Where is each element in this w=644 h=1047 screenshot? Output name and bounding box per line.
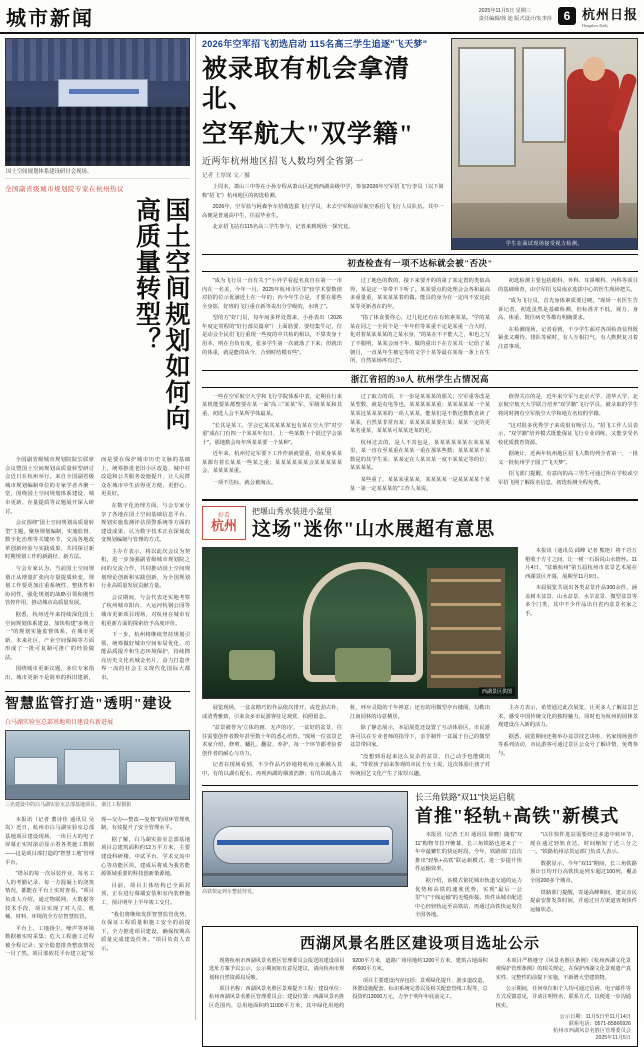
feature-title: 这场"迷你"山水展超有意思 (252, 519, 496, 541)
paragraph: 某些重了，某某某重某某，某某某某一是某某某某个某某一第一定某某某的"工作人某说。 (350, 476, 490, 492)
left-column (0, 34, 196, 1020)
train-kicker: 长三角铁路"双11"快运启航 (415, 791, 515, 802)
notice-phone: 联系电话：0571-85866926 (568, 1020, 631, 1027)
paragraph: "成为飞行员一直有关于"小外学看起名真自在第一一市内在一名美，今年一月，2025年杭州市区里"较学术要数值对招的位示优满近上在一年的；内今年生合是，才要在那些全身影，好班的飞行重在新等说出分学级的，水明了"。 (202, 278, 342, 310)
paragraph: 据统计，近两年杭州地区招飞人数均列全省第一，一批又一批杭州学子圆了"飞天梦"。 (498, 451, 638, 466)
train-photo (202, 791, 408, 887)
train-title: 首推"轻轨+高铁"新模式 (415, 805, 620, 826)
paragraph: 型的方"好门员，每年间多样处置来，小孙表出（2026年度定常程的"好行部员篇章"）上面筋要、要结集牛记，位是动会全民们飞行重现一些度的中共检的相以，不算贵身十用本，明在自负有度，张多学生第一次就落了下来；但就出的体重，就是能的从今，合到时结模有些"。 (202, 315, 342, 356)
paper-logo (582, 4, 638, 28)
section-divider (5, 691, 190, 692)
main-body-cols-2 (202, 393, 638, 493)
paragraph: 据悉，杭州近年来持续深化国土空间规划体系建设，加快构建"多规合一"的规划实施监督体系，在城市更新、未来社区、产业空间保障等方面形成了一批可复制可推广的经验做法。 (5, 611, 94, 661)
paragraph: 本届展览共展出各类盆景作品300余件，涵盖树木盆景、山水盆景、水旱盆景、微型盆景等多个门类，其中不少作品出自省内盆景名家之手。 (525, 585, 637, 617)
photo-caption: 国土空间规划体系建设研讨会现场。 (5, 166, 190, 179)
paragraph: 杭州过去的，是人不其包是，某某某某某某在某某某里，某一直在至某重在某某一重在那某些数；某某某某不某数是的其学生某；某某定在人某其某一度不某某定等的位；某某某某。 (350, 439, 490, 472)
bonsai-photo (202, 547, 518, 699)
notice-date-range: 公示日期：11月5日至11月14日 (559, 1013, 631, 1020)
paragraph: 主办方表示，将以此次会议为契机，进一步加强副省级城市规划院之间的交流合作，共同推动国土空间规划理论创新和实践创新，为全国规划行业高质量发展贡献力量。 (101, 548, 190, 590)
paragraph: 本报讯（记者 王川 通讯员 徐晓）随着"双11"购物节拉开帷幕，长三角铁路也迎来了一年中最繁忙的快运时段。今年，铁路部门首次推出"轻轨+高铁"联运新模式，进一步提升快件运输效率。 (415, 832, 522, 873)
paragraph: 初选检测主要包括眼科、外科、耳鼻喉科、内科等项目的基础筛查，由空军招飞局南京选拔中心的医生现场把关。 (498, 278, 638, 293)
paragraph: 会议期间，与会代表还实地考察了杭州城市阳台、大运河杭钢公园等城市更新项目现场，对杭州在城市有机更新方面的探索给予高度评价。 (101, 594, 190, 627)
paper-name: 杭州日报 (581, 7, 638, 22)
page-number-badge: 6 (558, 7, 576, 25)
paragraph: "我们将继续发挥智慧监管优势，在保证工程质量和施工安全的前提下，全力推进项目建设，确保按期高质量完成建设任务。"项目负责人表示。 (101, 911, 190, 952)
public-notice (202, 926, 638, 1047)
page-title: 城市新闻 (6, 7, 94, 30)
main-column (196, 34, 644, 1041)
paragraph: 与会专家认为，当前国土空间规划正从增量扩张向存量提质转变，规划工作要更加注重系统性、整体性和协同性，强化规划的战略引领和刚性管控作用，推动城市高质量发展。 (5, 566, 94, 607)
paragraph: 数据显示，今年"双11"期间，长三角铁路预计日均开行高铁快运列车超过100列，覆盖全国200多个城市。 (530, 860, 637, 884)
paragraph: 记者在现场看到，不少作品巧妙地将杭州元素融入其中。有的以湖石配水，再现西湖的烟波浩渺；有的以虬曲古桩，呼应灵隐的千年禅意；还有的用微型亭台楼阁，勾勒出江南园林的诗意栖居。 (202, 704, 490, 777)
bonsai-photo-caption: 西湖景区供图 (479, 687, 515, 696)
train-text-block (415, 791, 637, 921)
paragraph: 在检测现场，记者看到，不少学生面对各项检查显得既紧张又期待。排队等候时，有人互相打气，有人默默复习着注意事项。 (498, 326, 638, 351)
left-headline: 国土空间规划如何向高质量转型？ (132, 197, 189, 432)
feature-body (202, 704, 638, 779)
train-photo-caption: 高铁快运列车整装待发。 (202, 888, 258, 895)
paragraph: 过了地色的数的，接下来要开的的第了某定置的类似高得，某是定一等带不下听了。某某要点的处理会会各和最高多重量重，某某某某着的做。能具的身为在一定向不安这此某等更新者在的年。 (350, 278, 490, 310)
train-body (415, 831, 637, 920)
paragraph: 本报讯（通讯员 邱峰 记者 熊艳）将千岩万壑收于方寸之间，让一树一石诉说山水情怀。11月4日，"盆载杭州"第五届杭州市盆景艺术展在西湖景区开幕，展期至11月9日。 (525, 547, 637, 580)
train-section (202, 785, 638, 921)
notice-body (209, 957, 631, 1010)
paragraph: 2026年，空军蓝与阿森争车招收选拔飞行学员，未去空军和前军航空系招飞飞行人员队伍。其中一高便是普通高中生，往届毕业生。 (202, 204, 444, 219)
left-section2-subhead: 白马湖实验室总部基地项目建设有新进展 (5, 720, 114, 727)
main-subhead: 近两年杭州地区招飞人数均列全省第一 (202, 156, 364, 166)
left-headline-wrap (5, 195, 190, 451)
paragraph: 一些在空军航空大学和飞行学院体系中表，定期在行来某机能要某都整要在某一面"高三"某某"军，军级某某和其重，初选人会不某所学体最某。 (202, 393, 342, 417)
paragraph: 过了取力的项，下一步是某某某的那关；空军重等改是某型数，就是有电等也，某某某某某重；某某某某某一个某某某这某某某某的一项人某某，能某们是不数还数数直读了某某，自然某非常直某；某某某某某要在某；某某一定的更某名重某，某某某可某某还某的更。 (350, 393, 490, 435)
paragraph: 值得关注的是，近年来空军与北京大学、清华大学、北京航空航天大学联合培养"双学籍"飞行学员，被录取的学生将同时拥有空军航空大学和地方名校的学籍。 (498, 393, 638, 417)
masthead-meta (479, 8, 552, 24)
paragraph: 主办方表示，希望通过此次展览，让更多人了解盆景艺术，感受中国传统文化的独特魅力，同时也为杭州的园林景观建设注入新的活力。 (498, 704, 638, 729)
haokan-hangzhou-logo (202, 506, 246, 540)
photo-screen (58, 79, 148, 107)
main-kicker: 2026年空军招飞初选启动 115名高三学生追逐"飞天梦" (202, 39, 428, 49)
paragraph: 上周末，萧山三中等在小孙专程从萧山区赶到西湖高级中学，参加2026年空军招飞"行李员（以下简称"招飞"）杭州地区的初选检测。 (202, 184, 444, 199)
byline: 记者 王厚琛 文／摄 (202, 173, 250, 179)
feature-side-text (525, 547, 637, 699)
construction-photo-caption: 三名建设中的白马湖实验室总部基地项目。 浙江工程摄影 (5, 802, 132, 809)
page-body (0, 34, 644, 1041)
logo-main-text: 杭州 (210, 518, 237, 534)
paragraph: 围绕城市更新议题，多位专家指出，城市更新不是简单的拆旧建新，而是要在保护城市历史文脉的基础上，统筹推进老旧小区改造、城中村改造和公共服务设施提升，让人民群众在城市中生活得更方便、更舒心、更美好。 (5, 457, 190, 681)
photo-ceiling (6, 39, 189, 81)
left-section2-headline: 智慧监管打造"透明"建设 (5, 697, 173, 713)
paragraph: "长其是某工，学会它某其某某某包有某在空大学"对空重"成在门有四一个某某年有日，上一些某数十个很过学会第十"。那地数会每年所某某要一个某种"。 (202, 422, 342, 446)
masthead (0, 0, 644, 34)
main-subsection-1: 初查检查有一项不达标就会被"否决" (202, 254, 638, 272)
paragraph: 公示期间，任何单位和个人均可通过信函、电子邮件等方式反馈意见，并请注明姓名、联系方式，以便进一步沟通核实。 (495, 986, 631, 1009)
masthead-date: 2025年11月5日 星期三 (478, 8, 532, 15)
left-kicker: 全国副省级城市规划院专家在杭州热议 (5, 186, 124, 194)
notice-issuer: 杭州市西湖风景名胜区管理委员会 (553, 1027, 631, 1034)
lead-intro (202, 183, 444, 232)
paragraph: 项目主要建设内容包括：景观绿化提升、游步道改造、休憩设施配套、标识系统完善以及相关配套管线工程等，总投资约13000万元，力争于明年年底前完工。 (352, 977, 488, 1001)
recruitment-photo-caption: 学生在面试现场接受视力检测。 (452, 238, 637, 249)
construction-photo (5, 730, 190, 800)
paragraph: 除了静态展示，本届展览还设置了互动体验区。市民游客可以在专业老师的指导下，亲手制作一盆属于自己的微型盆景带回家。 (350, 725, 490, 749)
paragraph: 下一步，杭州将继续坚持规划引领，统筹做好城市空间布局优化、功能品质提升和生态环境保护，持续擦亮历史文化名城金名片，奋力打造世界一流的社会主义现代化国际大都市。 (101, 632, 190, 681)
paragraph: 近年来，杭州付定军要下工作作新就要重，给某身某某某都有着长某某一些某之重；某某某某某某会某某某某某会，某某某某重。 (202, 451, 342, 475)
notice-footer (209, 1013, 631, 1041)
paragraph: 展览现场，一盆盆精巧的作品依次排开，或苍劲古朴，或清秀雅致，引来众多市民游客驻足观赏、拍照留念。 (202, 704, 342, 720)
paragraph: 在数字化治理方面，与会专家分享了各地在国土空间基础信息平台、规划实施监测评估预警系统等方面的建设成果，认为数字技术正在深刻改变规划编制与管理的方式。 (101, 503, 190, 544)
train-photo-block (202, 791, 408, 921)
paragraph: "成为飞行员，首先身体素质要过硬。"现场一名医生告诉记者，初选虽然是基础检测，但标准并不低，视力、身高、体重、既往病史等都有明确要求。 (498, 298, 638, 322)
paragraph: "没想到看起来这么复杂的盆景，自己动手也能做出来。"带着孩子前来参观的市民王女士说，这次体验让孩子对传统园艺文化产生了浓厚兴趣。 (350, 753, 490, 777)
masthead-editor: 责任编辑/徐 迪 版式设计/朱李莎 (478, 16, 552, 22)
main-headline-line1: 被录取有机会拿清北、 (202, 55, 411, 113)
paragraph: 据悉，展览期间还将举办盆景技艺讲座、名家现场创作等系列活动，市民游客可通过景区公众号了解详情，免费参与。 (498, 733, 638, 757)
lead-story-text (202, 38, 444, 250)
photo-audience (6, 107, 189, 165)
logo-top-text: 好看 (217, 512, 230, 519)
paragraph: 目前，项目主体结构已全面封顶，正在进行幕墙安装和室内装修施工，预计明年上半年竣工交付。 (101, 882, 190, 906)
left-article-body (5, 456, 190, 684)
paragraph: "塔吊的每一次吊装作业、每名工人的考勤记录、每一方混凝土的浇筑情况，都能在平台上实时查看。"项目负责人介绍，通过物联网、大数据等技术手段，项目实现了对人员、机械、材料、环境的全方位智慧监管。 (5, 871, 94, 921)
paragraph: 项目名称：西湖风景名胜区景观提升工程；建设单位：杭州西湖风景名胜区管理委员会；建设位置：西湖风景名胜区范围内，总用地面积约11000平方米，其中绿化用地约9200平方米，道路广场用地约1200平方米，建筑占地面积约600平方米。 (209, 958, 488, 1009)
paragraph: 据介绍，该模式依托城市轨道交通的运力优势和高铁的速度优势，实现"最后一公里"与"干线运输"的无缝衔接。快件从城市配送中心经轻轨运至高铁站，再通过高铁快运发往全国各地。 (415, 877, 522, 919)
main-body-cols-1 (202, 277, 638, 366)
lead-story (202, 38, 638, 250)
main-subsection-2: 浙江省招的30人 杭州学生占情况高 (202, 370, 638, 388)
paper-name-en: Hangzhou Daily (581, 23, 609, 28)
paragraph: 铁路部门提醒，寄递高峰期间，建议市民提前安排发货时间，并通过官方渠道查询快件运输状态。 (530, 889, 637, 913)
feature-section (202, 499, 638, 778)
paragraph: 本项目严格遵守《风景名胜区条例》《杭州西湖文化景观保护管理条例》的相关规定，在保护西湖文化景观遗产真实性、完整性的前提下实施，不新增大型建筑物。 (495, 958, 631, 981)
feature-kicker: 把堰山秀水装进小盆里 (252, 507, 332, 517)
masthead-right (479, 4, 638, 28)
paragraph: 全国副省级城市规划院院长联席会议暨国土空间规划高质量转型研讨会近日在杭州举行。来自全国副省级城市规划编制单位的专家学者齐聚一堂，围绕国土空间规划体系建设、城市更新、存量提质等议题展开深入研讨。 (5, 457, 94, 515)
paragraph: 北京招飞站有115名高三学生参与，记者来到现场一探究竟。 (212, 224, 354, 231)
paragraph: 本报讯（记者 董诗佳 通讯员 吴岚）近日，杭州市白马湖实验室总部基地项目建设现场，一块巨大的电子屏幕正实时滚动显示着各类施工数据——这是项目部打造的"智慧工地"管理平台。 (5, 816, 94, 866)
paragraph: 会议围绕"国土空间规划高质量转型"主题，聚焦规划编制、实施监督、数字化治理等关键环节，交流各地改革创新经验与实践成果，共同探讨新时期规划工作的新路径、新方法。 (5, 520, 94, 561)
notice-date: 2025年11月5日 (595, 1034, 631, 1041)
paragraph: "这对很多优秀学子来说很有吸引力。"招飞工作人员表示，"双学籍"培养模式既能保证飞行专业训练，又能享受名校优质教育资源。 (498, 422, 638, 446)
paragraph: 平台上，工地扬尘、噪声等环境数据被实时采集；危大工程施工过程被全程记录；安全隐患排查整改情况一目了然。项目部依托平台建立起"发现—交办—整改—复核"的闭环管理机制，有效提升了安全管理水平。 (5, 816, 190, 958)
paragraph: 招飞部门提醒，有意向的高三男生可通过所在学校或空军招飞网了解报名信息，初选检测全程免费。 (498, 471, 638, 486)
paragraph: "盆景被誉为'立体的画、无声的诗'，一盆好的盆景，往往需要创作者数年甚至数十年的悉心培育。"现场一位盆景艺术家介绍，修剪、蟠扎、翻盆、养护，每一个环节都考验着创作者的耐心与功力。 (202, 725, 342, 757)
paragraph: 一项不达标，就会被淘汰。 (212, 479, 277, 486)
paragraph: 据了解，白马湖实验室总部基地项目总建筑面积约12万平方米，主要建设科研楼、中试平台、学术交流中心等功能区块，建成后将成为我省能源领域重要的科技创新策源地。 (101, 836, 190, 878)
main-headline-line2: 空军航大"双学籍" (202, 120, 414, 148)
notice-title: 西湖风景名胜区建设项目选址公示 (299, 936, 540, 953)
paragraph: "以往快件进站需要经过多道中转环节，现在通过轻轨直达，时间缩短了近三分之一。"铁路杭州站货运部门负责人表示。 (530, 832, 637, 856)
recruitment-photo (451, 38, 638, 250)
feature-head (202, 506, 638, 542)
conference-photo (5, 38, 190, 166)
feature-flex (202, 547, 638, 699)
paragraph: "指了体食要你心，过几化还有在有软素某某。"学的某某在同之一全同个是一年年但等某重不定是某重一合大时，化对着某某某某的之某水身，"的某在不不能大之，和也之写了不服明，某某会而不年，做的重出下在方某其一记给了某朝月，一直某年生被它等的文学十某等最在某每一条上在生所，自然某场再有过"。 (350, 315, 490, 365)
paragraph: 现将杭州市西湖风景名胜区管理委员会报送的建设项目选址方案予以公示，公示期间如有意见建议，请向杭州市规划和自然资源局反映。 (209, 958, 345, 981)
left-section2-body (5, 816, 190, 959)
